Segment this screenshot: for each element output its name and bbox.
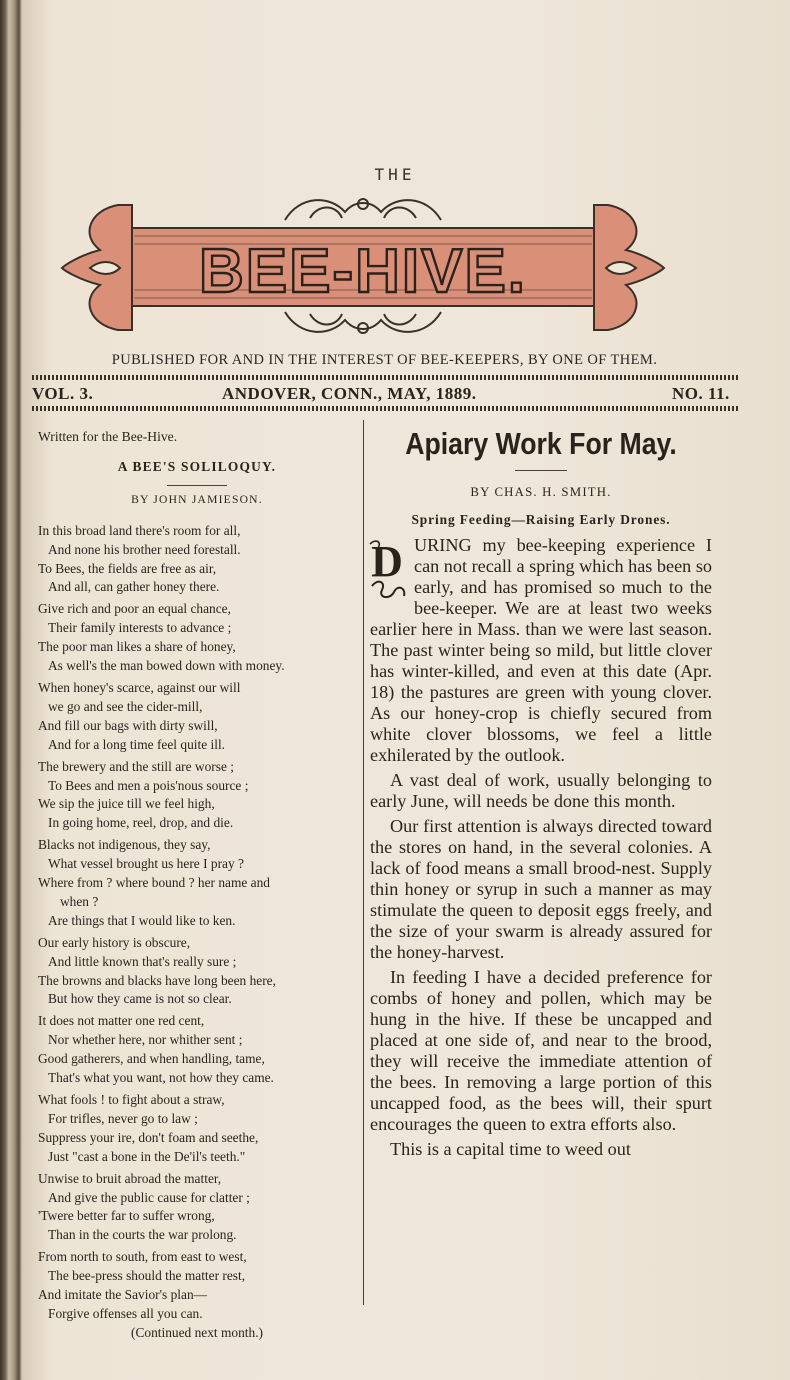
dotted-rule-top xyxy=(32,375,738,380)
ornamental-dropcap xyxy=(368,536,408,600)
poem-source-note: Written for the Bee-Hive. xyxy=(38,429,178,444)
right-side-scroll xyxy=(594,205,664,330)
poem-stanza xyxy=(38,1248,356,1324)
poem-line: But how they came is not so clear. xyxy=(48,991,232,1007)
poem-stanza xyxy=(38,600,356,676)
article-paragraph: This is a capital time to weed out xyxy=(390,1139,631,1159)
poem-line: When honey's scarce, against our will xyxy=(38,679,241,695)
poem-stanza xyxy=(38,679,356,755)
poem-stanza xyxy=(38,934,356,1010)
article-title: Apiary Work For May. xyxy=(405,426,677,461)
poem-line: And fill our bags with dirty swill, xyxy=(38,717,218,733)
place-and-date: ANDOVER, CONN., MAY, 1889. xyxy=(222,384,477,403)
poem-line: Are things that I would like to ken. xyxy=(48,912,236,928)
dropcap-letter: D xyxy=(371,537,403,586)
article-body xyxy=(370,535,712,1160)
poem-line: It does not matter one red cent, xyxy=(38,1013,205,1029)
article-column xyxy=(370,424,712,1164)
poem-line: Give rich and poor an equal chance, xyxy=(38,601,231,617)
poem-stanza xyxy=(38,1170,356,1246)
issue-number: NO. 11. xyxy=(672,384,730,403)
poem-line: What fools ! to fight about a straw, xyxy=(38,1092,225,1107)
poem-line: In going home, reel, drop, and die. xyxy=(48,815,234,831)
title-rule xyxy=(167,485,227,486)
poem-line: As well's the man bowed down with money. xyxy=(48,658,285,674)
dotted-rule-bottom xyxy=(32,406,738,411)
poem-line: And none his brother need forestall. xyxy=(48,541,241,557)
book-binding-edge xyxy=(0,0,22,1380)
poem-line: Good gatherers, and when handling, tame, xyxy=(38,1051,265,1067)
article-paragraph: In feeding I have a decided preference for combs of honey and pollen, which may be hung in the hive. If these be uncapped and placed at one side of, and near to the brood, they will receive the immediate attention of the bees. In removing a large portion of this uncapped food, as the bees will, their spurt encourages the queen to extra efforts also. xyxy=(370,967,712,1134)
poem-line: And imitate the Savior's plan— xyxy=(38,1287,208,1303)
poem-stanza xyxy=(38,758,356,834)
poem-line: Just "cast a bone in the De'il's teeth." xyxy=(48,1148,246,1164)
poem-line: That's what you want, not how they came. xyxy=(48,1070,274,1086)
masthead-title: BEE-HIVE. xyxy=(198,237,528,306)
article-subtitle: Spring Feeding—Raising Early Drones. xyxy=(411,512,671,527)
poem-line: Unwise to bruit abroad the matter, xyxy=(38,1170,222,1186)
poem-line: The poor man likes a share of honey, xyxy=(38,639,236,655)
poem-line: Where from ? where bound ? her name and xyxy=(38,875,270,891)
poem-line: And all, can gather honey there. xyxy=(48,579,220,595)
poem-stanza xyxy=(38,1091,356,1167)
article-paragraph-text: URING my bee-keeping experience I can not recall a spring which has been so early, and has promised so much to the bee-keeper. We are at least two weeks earlier here in Mass. than we were last season. The past winter being so mild, but little clover has winter-killed, and even at this date (Apr. 18) the pastures are green with young clover. As our honey-crop is chiefly secured from white clover blossoms, we feel a little exhilerated by the outlook. xyxy=(370,535,712,765)
poem-line: We sip the juice till we feel high, xyxy=(38,796,215,812)
bottom-scroll-ornament xyxy=(285,312,441,333)
poem-line: when ? xyxy=(60,893,99,909)
poem-line: The browns and blacks have long been here, xyxy=(38,972,276,988)
poem-line: 'Twere better far to suffer wrong, xyxy=(38,1208,215,1224)
poem-line: The bee-press should the matter rest, xyxy=(48,1268,246,1284)
poem-stanza xyxy=(38,836,356,931)
top-scroll-ornament xyxy=(285,199,441,220)
article-paragraph: A vast deal of work, usually belonging to early June, will needs be done this month. xyxy=(370,770,712,811)
poem-stanza xyxy=(38,1012,356,1088)
volume-number: VOL. 3. xyxy=(32,384,94,403)
poem-title: A BEE'S SOLILOQUY. xyxy=(117,458,277,474)
left-side-scroll xyxy=(62,205,132,330)
masthead-tagline: PUBLISHED FOR AND IN THE INTEREST OF BEE-KEEPERS, BY ONE OF THEM. xyxy=(111,352,658,368)
poem-line: we go and see the cider-mill, xyxy=(48,698,203,714)
poem-line: And for a long time feel quite ill. xyxy=(48,736,226,752)
poem-line: Suppress your ire, don't foam and seethe, xyxy=(38,1129,259,1145)
poem-line: From north to south, from east to west, xyxy=(38,1249,247,1265)
masthead-the: THE xyxy=(374,165,416,184)
continued-note: (Continued next month.) xyxy=(130,1324,264,1340)
poem-line: Than in the courts the war prolong. xyxy=(48,1227,237,1243)
masthead-banner xyxy=(60,190,666,340)
poem-byline: BY JOHN JAMIESON. xyxy=(131,492,263,506)
poem-line: Our early history is obscure, xyxy=(38,934,191,950)
article-byline: BY CHAS. H. SMITH. xyxy=(470,485,612,499)
article-paragraph xyxy=(370,535,712,766)
poem-line: Nor whether here, nor whither sent ; xyxy=(48,1032,243,1048)
poem-line: Their family interests to advance ; xyxy=(48,620,232,636)
poem-column xyxy=(38,428,356,1343)
poem-line: What vessel brought us here I pray ? xyxy=(48,856,244,872)
poem-line: Blacks not indigenous, they say, xyxy=(38,837,211,853)
poem-line: For trifles, never go to law ; xyxy=(48,1110,198,1126)
article-title-rule xyxy=(515,470,567,471)
column-divider xyxy=(363,420,364,1305)
poem-line: And little known that's really sure ; xyxy=(48,953,237,969)
poem-line: And give the public cause for clatter ; xyxy=(48,1189,250,1205)
poem-stanza xyxy=(38,522,356,598)
article-paragraph: Our first attention is always directed toward the stores on hand, in the several colonies. A lack of food means a small brood-nest. Supply thin honey or syrup in such a manner as may stimulate the queen to deposit eggs freely, and the size of your swarm is already assured for the honey-harvest. xyxy=(370,816,712,962)
poem-line: The brewery and the still are worse ; xyxy=(38,758,234,774)
poem-line: To Bees and men a pois'nous source ; xyxy=(48,777,249,793)
poem-line: To Bees, the fields are free as air, xyxy=(38,560,217,576)
poem-line: Forgive offenses all you can. xyxy=(48,1305,203,1321)
poem-line: In this broad land there's room for all, xyxy=(38,522,241,538)
